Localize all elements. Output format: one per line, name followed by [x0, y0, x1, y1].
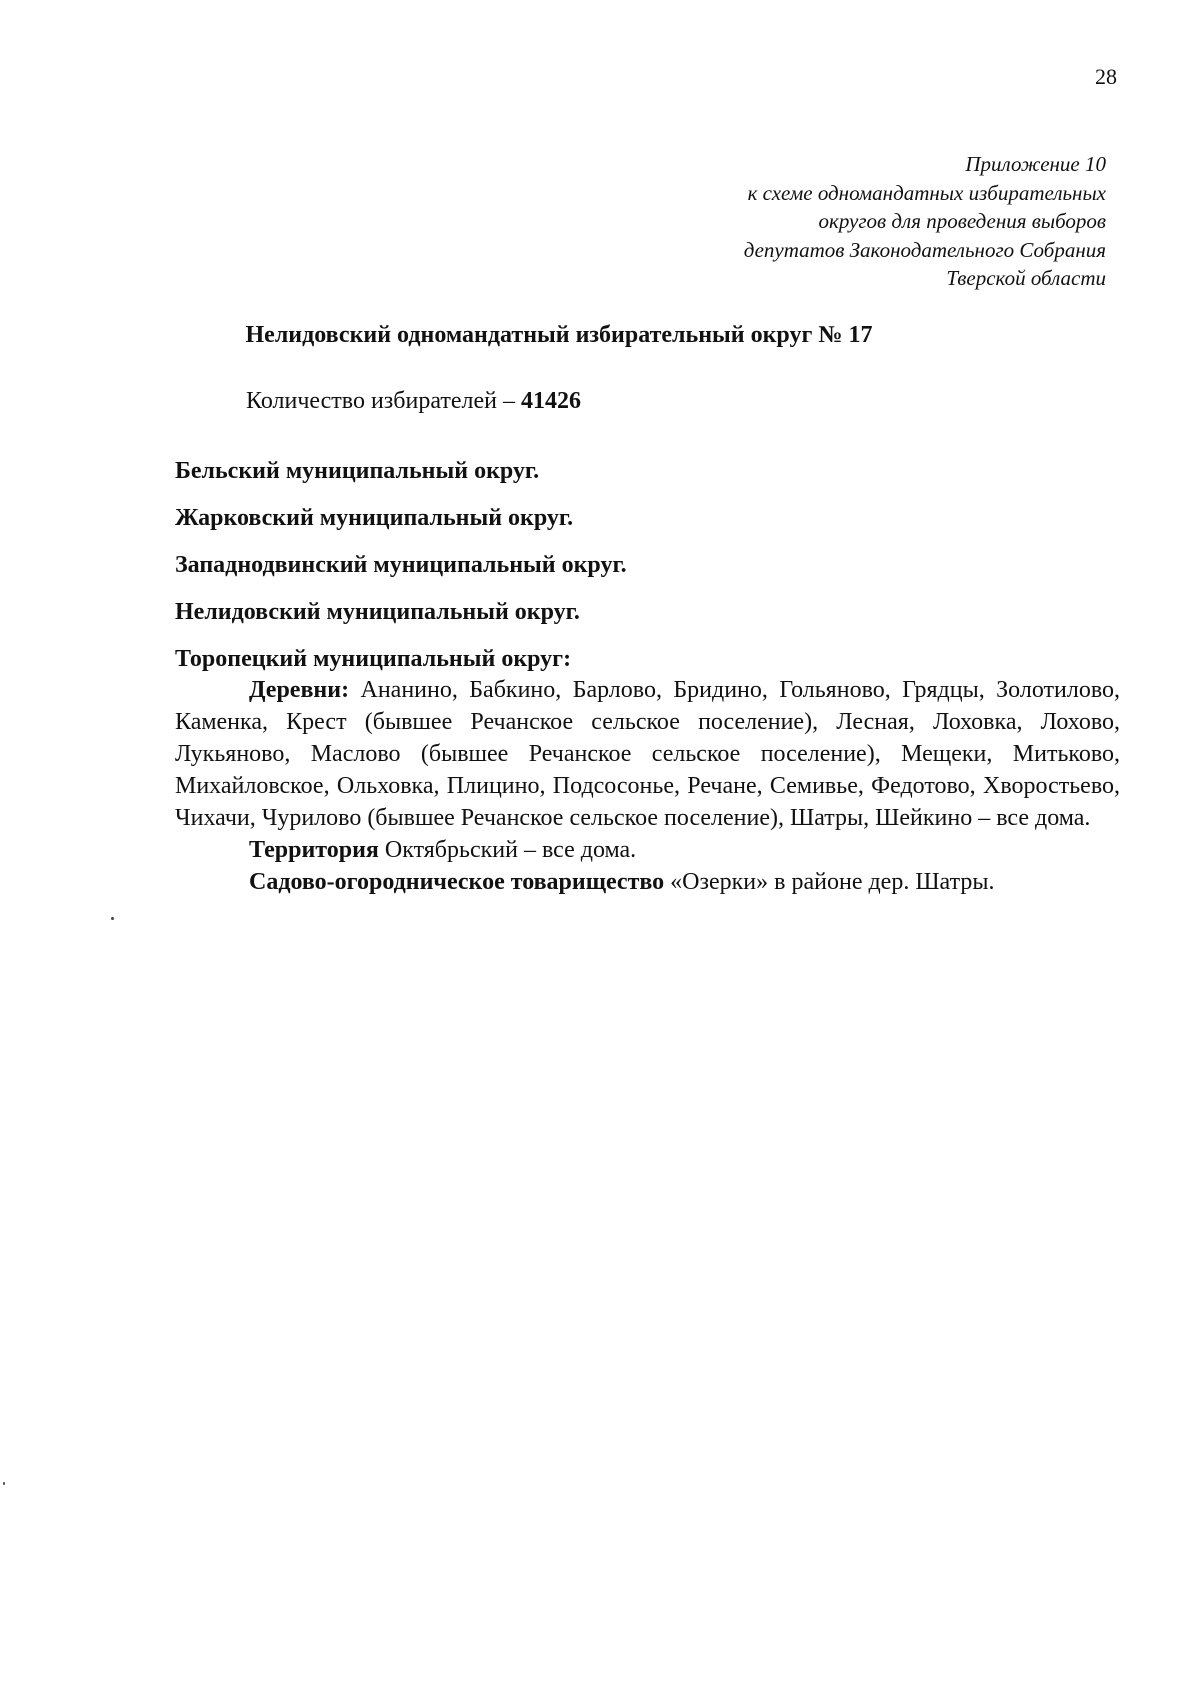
- okrug-belsky: Бельский муниципальный округ.: [175, 458, 540, 484]
- garden-lead: Садово-огородническое товарищество: [249, 869, 665, 895]
- okrug-nelidovsky: Нелидовский муниципальный округ.: [175, 599, 580, 625]
- voter-count-line: [246, 388, 581, 415]
- scan-speck: [111, 917, 114, 920]
- appendix-line: к схеме одномандатных избирательных: [747, 180, 1106, 205]
- voter-count-value: 41426: [520, 388, 581, 414]
- okrug-zapadnodvinsky: Западнодвинский муниципальный округ.: [175, 552, 627, 578]
- territory-paragraph: [175, 834, 1120, 866]
- okrug-zharkovsky: Жарковский муниципальный округ.: [175, 505, 574, 531]
- appendix-line: Тверской области: [946, 266, 1106, 290]
- garden-paragraph: [175, 866, 1120, 898]
- page-number: 28: [1095, 64, 1117, 89]
- district-composition: [175, 456, 1120, 898]
- territory-text: Октябрьский – все дома.: [378, 837, 637, 863]
- scan-speck: [3, 1482, 5, 1485]
- territory-lead: Территория: [249, 837, 379, 863]
- voter-count-label: Количество избирателей –: [246, 388, 521, 414]
- villages-lead: Деревни:: [249, 677, 350, 703]
- appendix-line: Приложение 10: [965, 152, 1106, 176]
- villages-list: Ананино, Бабкино, Барлово, Бридино, Гольяново, Грядцы, Золотилово, Каменка, Крест (бывшее Речанское сельское поселение), Лесная, Лоховка, Лохово, Лукьяново, Маслово (бывшее Речанское сельское поселение), Мещеки, Митьково, Михайловское, Ольховка, Плицино, Подсосонье, Речане, Семивье, Федотово, Хворостьево, Чихачи, Чурилово (бывшее Речанское сельское поселение), Шатры, Шейкино – все дома.: [175, 677, 1120, 831]
- appendix-note: [744, 150, 1106, 293]
- okrug-toropetsky: Торопецкий муниципальный округ:: [175, 646, 572, 672]
- district-title: Нелидовский одномандатный избирательный округ № 17: [245, 322, 873, 348]
- appendix-line: округов для проведения выборов: [818, 209, 1106, 233]
- villages-paragraph: [175, 674, 1120, 834]
- garden-text: «Озерки» в районе дер. Шатры.: [664, 869, 995, 895]
- appendix-line: депутатов Законодательного Собрания: [743, 237, 1106, 262]
